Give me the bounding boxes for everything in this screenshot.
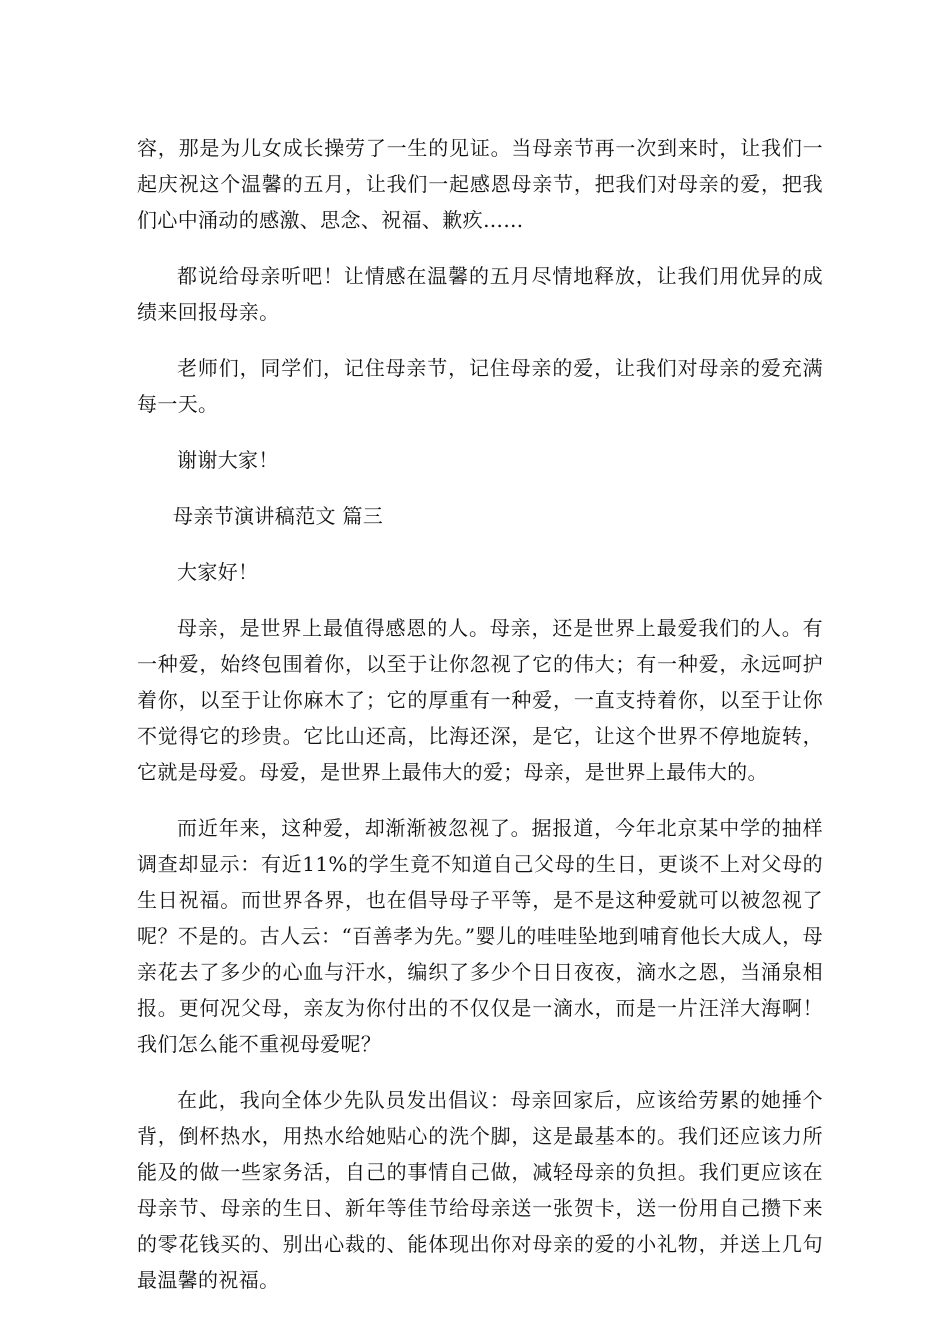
paragraph-continuation: 容，那是为儿女成长操劳了一生的见证。当母亲节再一次到来时，让我们一起庆祝这个温馨的五月，让我们一起感恩母亲节，把我们对母亲的爱，把我们心中涌动的感激、思念、祝福、歉疚…… (137, 136, 823, 232)
paragraph-gap (137, 1062, 823, 1082)
paragraph-gap (137, 790, 823, 810)
paragraph: 母亲，是世界上最值得感恩的人。母亲，还是世界上最爱我们的人。有一种爱，始终包围着你，以至于让你忽视了它的伟大；有一种爱，永远呵护着你，以至于让你麻木了；它的厚重有一种爱，一直支持着你，以至于让你不觉得它的珍贵。它比山还高，比海还深，是它，让这个世界不停地旋转，它就是母爱。母爱，是世界上最伟大的爱；母亲，是世界上最伟大的。 (137, 616, 823, 784)
paragraph-gap (137, 330, 823, 350)
greeting: 大家好！ (177, 560, 259, 584)
paragraph: 老师们，同学们，记住母亲节，记住母亲的爱，让我们对母亲的爱充满每一天。 (137, 356, 823, 416)
document-page (137, 130, 823, 1298)
paragraph-gap (137, 478, 823, 498)
paragraph-gap (137, 590, 823, 610)
paragraph-gap (137, 534, 823, 554)
section-heading: 母亲节演讲稿范文 篇三 (173, 504, 384, 528)
closing-thanks: 谢谢大家！ (177, 448, 279, 472)
paragraph-gap (137, 422, 823, 442)
paragraph: 都说给母亲听吧！让情感在温馨的五月尽情地释放，让我们用优异的成绩来回报母亲。 (137, 264, 823, 324)
paragraph: 而近年来，这种爱，却渐渐被忽视了。据报道，今年北京某中学的抽样调查却显示：有近11%的学生竟不知道自己父母的生日，更谈不上对父母的生日祝福。而世界各界，也在倡导母子平等，是不是这种爱就可以被忽视了呢？不是的。古人云：“百善孝为先。”婴儿的哇哇坠地到哺育他长大成人，母亲花去了多少的心血与汗水，编织了多少个日日夜夜，滴水之恩，当涌泉相报。更何况父母，亲友为你付出的不仅仅是一滴水，而是一片汪洋大海啊！我们怎么能不重视母爱呢？ (137, 816, 823, 1056)
paragraph-gap (137, 238, 823, 258)
paragraph: 在此，我向全体少先队员发出倡议：母亲回家后，应该给劳累的她捶个背，倒杯热水，用热水给她贴心的洗个脚，这是最基本的。我们还应该力所能及的做一些家务活，自己的事情自己做，减轻母亲的负担。我们更应该在母亲节、母亲的生日、新年等佳节给母亲送一张贺卡，送一份用自己攒下来的零花钱买的、别出心裁的、能体现出你对母亲的爱的小礼物，并送上几句最温馨的祝福。 (137, 1088, 823, 1292)
